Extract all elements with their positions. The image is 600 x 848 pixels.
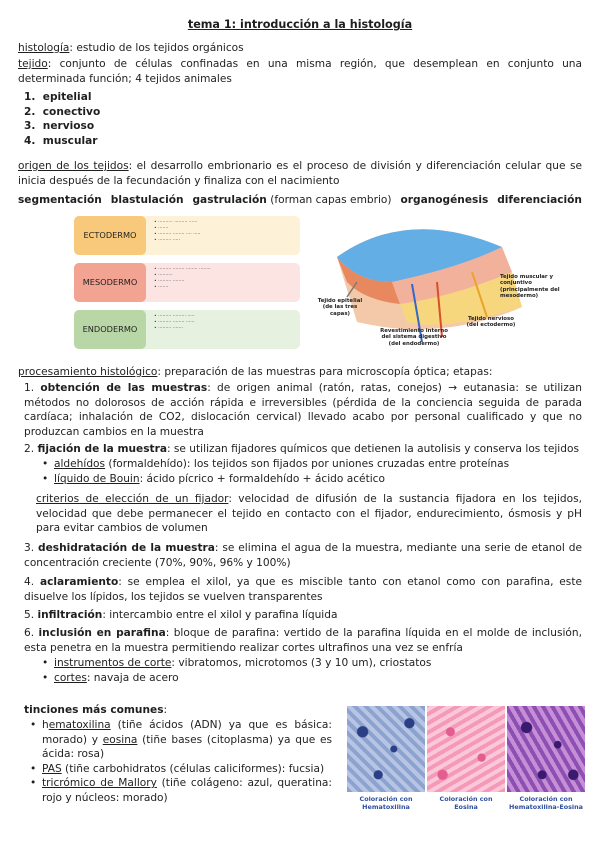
mesodermo-box bbox=[74, 263, 300, 302]
criterios-fijador: criterios de elección de un fijador: velocidad de difusión de la sustancia fijadora en los tejidos, velocidad que debe permanecer el tejido en contacto con el fijador, endurecimiento, ósmosis y pH para evitar cambios de volumen bbox=[36, 493, 582, 535]
step-3: 3. deshidratación de la muestra: se elimina el agua de la muestra, mediante una serie de etanol de concentración creciente (70%, 90%, 96% y 100%) bbox=[24, 542, 582, 569]
list-item: 2. conectivo bbox=[24, 105, 101, 118]
list-item: • hematoxilina (tiñe ácidos (ADN) ya que es básica: morado) y eosina (tiñe bases (citoplasma) ya que es ácida: rosa) bbox=[30, 718, 332, 762]
ectodermo-box bbox=[74, 216, 300, 255]
origen-def: origen de los tejidos: el desarrollo embrionario es el proceso de división y diferenciación celular que se inicia después de la fecundación y finaliza con el nacimiento bbox=[18, 160, 582, 187]
label-epitelial: Tejido epitelial (de las tres capas) bbox=[317, 298, 363, 317]
step-5: 5. infiltración: intercambio entre el xilol y parafina líquida bbox=[24, 609, 338, 621]
caption-hematoxilina: Coloración con Hematoxilina bbox=[359, 795, 413, 811]
label-muscular: Tejido muscular y conjuntivo (principalmente del mesodermo) bbox=[500, 274, 560, 300]
list-item: • instrumentos de corte: vibratomos, microtomos (3 y 10 um), criostatos bbox=[42, 656, 582, 671]
label-nervioso: Tejido nervioso (del ectodermo) bbox=[466, 316, 516, 329]
step-6: 6. inclusión en parafina: bloque de parafina: vertido de la parafina líquida en el molde de inclusión, esta penetra en la muestra permitiendo realizar cortes ultrafinos una vez se enfría bbox=[24, 627, 582, 654]
phase-segmentacion: segmentación bbox=[18, 194, 102, 206]
hematoxilina-eosina-micrograph bbox=[507, 706, 585, 792]
histologia-def: histología: estudio de los tejidos orgánicos bbox=[18, 42, 244, 54]
step-1: 1. obtención de las muestras: de origen animal (ratón, ratas, conejos) → eutanasia: se utilizan métodos no dolorosos de acción rápida e irreversibles (pérdida de la conciencia seguida de parada cardíaca; inhalación de CO2, dislocación cervical) llevado acabo por personal cualificado y que no produzcan cambios en la muestra bbox=[24, 382, 582, 438]
step-2: 2. fijación de la muestra: se utilizan fijadores químicos que detienen la autolisis y conserva los tejidos bbox=[24, 443, 579, 455]
step-4: 4. aclaramiento: se emplea el xilol, ya que es miscible tanto con etanol como con parafina, este disuelve los lípidos, los tejidos se vuelven transparentes bbox=[24, 576, 582, 603]
endodermo-detail-graphic: • ········· ········· ····· • ········· ········ ······ • ········· ······· bbox=[154, 314, 195, 331]
tinciones-heading: tinciones más comunes: bbox=[24, 704, 168, 716]
phase-organogenesis: organogénesis bbox=[400, 194, 489, 206]
list-item: • líquido de Bouin: ácido pícrico + formaldehído + ácido acético bbox=[42, 472, 582, 487]
ectodermo-detail-graphic: • ·········· ········· ······ • ······· • ········· ········ ···· ····· • ········· ····· bbox=[154, 220, 201, 243]
endodermo-label: ENDODERMO bbox=[74, 310, 146, 349]
list-item: 4. muscular bbox=[24, 134, 98, 147]
phase-diferenciacion: diferenciación bbox=[497, 194, 582, 206]
fijadores-list bbox=[42, 457, 582, 486]
embryo-phases bbox=[18, 193, 582, 208]
caption-hematoxilina-eosina: Coloración con Hematoxilina-Eosina bbox=[509, 795, 583, 811]
list-item: 1. epitelial bbox=[24, 91, 92, 103]
tinciones-list bbox=[30, 718, 332, 806]
list-item: • cortes: navaja de acero bbox=[42, 671, 582, 686]
list-item: • aldehídos (formaldehído): los tejidos son fijados por uniones cruzadas entre proteínas bbox=[42, 457, 582, 472]
list-item: • tricrómico de Mallory (tiñe colágeno: azul, queratina: rojo y núcleos: morado) bbox=[30, 776, 332, 805]
embryo-diagram bbox=[312, 212, 532, 372]
procesamiento-def: procesamiento histológico: preparación de las muestras para microscopía óptica; etapas: bbox=[18, 366, 493, 378]
label-revestimiento: Revestimiento interno del sistema digestivo (del endodermo) bbox=[380, 328, 448, 347]
list-item: • PAS (tiñe carbohidratos (células caliciformes): fucsia) bbox=[30, 762, 332, 777]
mesodermo-label: MESODERMO bbox=[74, 263, 146, 302]
list-item: 3. nervioso bbox=[24, 120, 95, 133]
page-title: tema 1: introducción a la histología bbox=[187, 18, 413, 31]
ectodermo-label: ECTODERMO bbox=[74, 216, 146, 255]
eosina-micrograph bbox=[427, 706, 505, 792]
phase-gastrulacion: gastrulación (forman capas embrio) bbox=[192, 194, 392, 206]
phase-blastulacion: blastulación bbox=[110, 194, 184, 206]
mesodermo-detail-graphic: • ········· ········ ········ ········ • ·········· • ········· ········ • ······· bbox=[154, 267, 211, 290]
endodermo-box bbox=[74, 310, 300, 349]
tissue-list bbox=[24, 90, 100, 148]
corte-list bbox=[42, 656, 582, 685]
hematoxilina-micrograph bbox=[347, 706, 425, 792]
tejido-def: tejido: conjunto de células confinadas en una misma región, que desemplean en conjunto una determinada función; 4 tejidos animales bbox=[18, 58, 582, 85]
caption-eosina: Coloración con Eosina bbox=[439, 795, 493, 811]
